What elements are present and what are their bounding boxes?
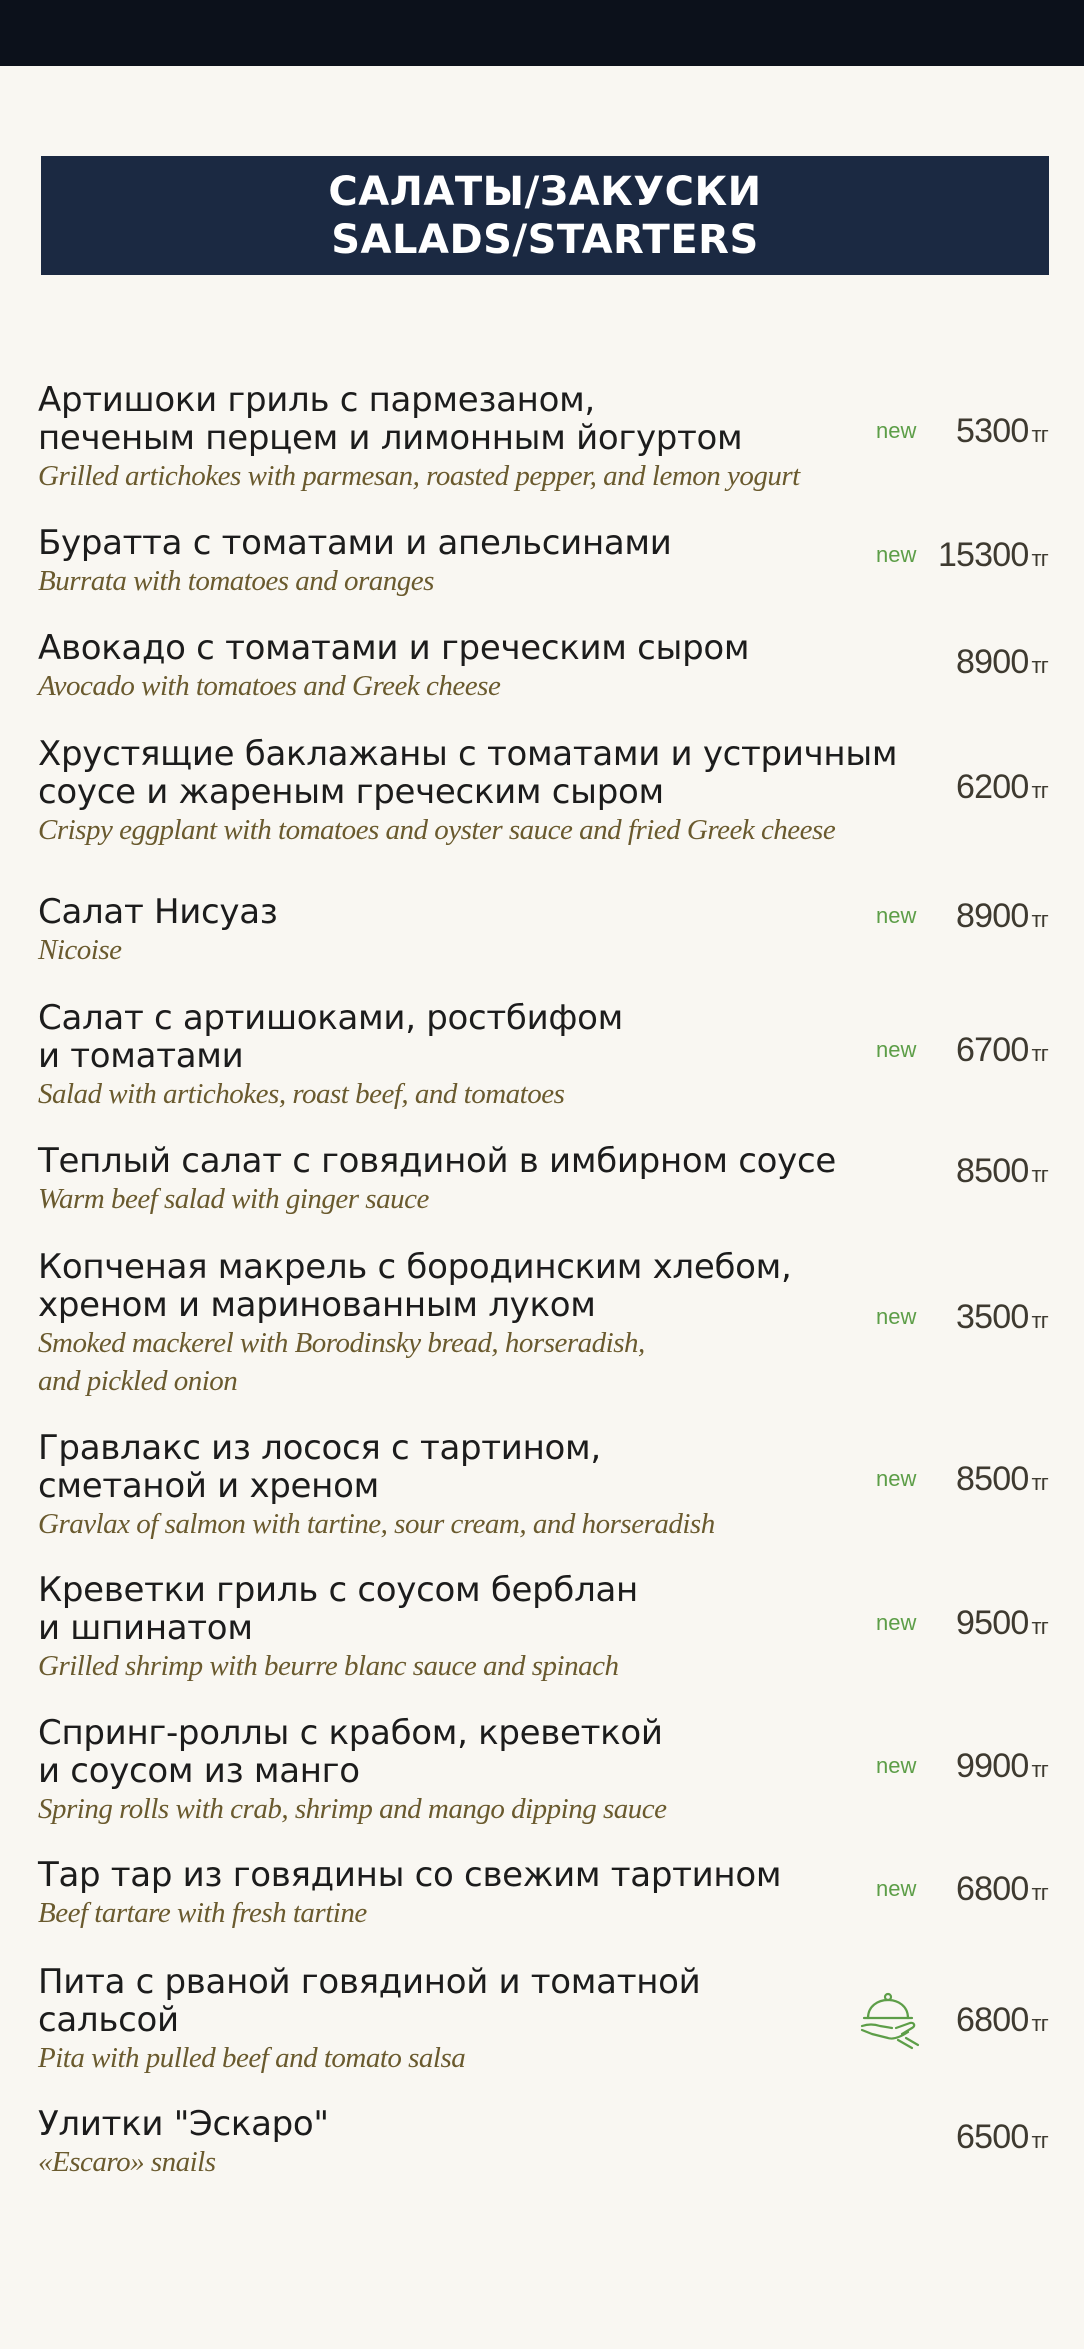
price [956, 643, 1048, 682]
menu-item [38, 629, 1050, 705]
dish-name-en: Gravlax of salmon with tartine, sour cream, and horseradish [38, 1508, 715, 1540]
price-value: 9500 [956, 1604, 1029, 1642]
price-value: 6500 [956, 2118, 1029, 2156]
currency-label: тг [1031, 653, 1048, 678]
price-value: 6800 [956, 2001, 1029, 2039]
new-badge: new [876, 542, 917, 567]
dish-name-ru-line2: и шпинатом [38, 1608, 253, 1648]
currency-label: тг [1031, 2011, 1048, 2036]
price-value: 6800 [956, 1870, 1029, 1908]
dish-name-en: Avocado with tomatoes and Greek cheese [38, 670, 501, 702]
price [956, 1460, 1048, 1499]
dish-name-ru: Хрустящие баклажаны с томатами и устричным [38, 734, 898, 774]
new-badge: new [876, 1610, 917, 1635]
price [956, 1870, 1048, 1909]
price [956, 1747, 1048, 1786]
dish-name-en: Grilled shrimp with beurre blanc sauce and spinach [38, 1650, 619, 1682]
dish-name-ru: Тар тар из говядины со свежим тартином [38, 1855, 782, 1895]
currency-label: тг [1031, 1041, 1048, 1066]
price-value: 3500 [956, 1298, 1029, 1336]
dish-name-ru: Теплый салат с говядиной в имбирном соусе [38, 1141, 836, 1181]
dish-name-ru: Гравлакс из лосося с тартином, [38, 1428, 601, 1468]
price-value: 6700 [956, 1031, 1029, 1069]
currency-label: тг [1031, 422, 1048, 447]
dish-name-en: Burrata with tomatoes and oranges [38, 565, 434, 597]
dish-name-ru: Улитки "Эскаро" [38, 2104, 329, 2144]
top-status-bar [0, 0, 1084, 66]
price-value: 8900 [956, 897, 1029, 935]
dish-name-ru-line2: хреном и маринованным луком [38, 1285, 596, 1325]
menu-item [38, 735, 1050, 849]
price [956, 2118, 1048, 2157]
currency-label: тг [1031, 1880, 1048, 1905]
price [956, 768, 1048, 807]
price [956, 412, 1048, 451]
dish-name-ru: Авокадо с томатами и греческим сыром [38, 628, 750, 668]
price [956, 1152, 1048, 1191]
menu-item [38, 2105, 1050, 2181]
menu-item [38, 1142, 1050, 1218]
new-badge: new [876, 1876, 917, 1901]
currency-label: тг [1031, 1614, 1048, 1639]
new-badge: new [876, 903, 917, 928]
dish-name-ru: Креветки гриль с соусом берблан [38, 1570, 638, 1610]
dish-name-ru: Артишоки гриль с пармезаном, [38, 380, 595, 420]
dish-name-ru: Буратта с томатами и апельсинами [38, 523, 672, 563]
dish-name-ru-line2: и томатами [38, 1036, 244, 1076]
new-badge: new [876, 418, 917, 443]
dish-name-ru: Пита с рваной говядиной и томатной [38, 1962, 701, 2002]
dish-name-ru: Спринг-роллы с крабом, креветкой [38, 1713, 663, 1753]
price-value: 8500 [956, 1152, 1029, 1190]
dish-name-en: Pita with pulled beef and tomato salsa [38, 2042, 466, 2074]
new-badge: new [876, 1753, 917, 1778]
dish-name-ru-line2: и соусом из манго [38, 1751, 360, 1791]
dish-name-en: Warm beef salad with ginger sauce [38, 1183, 429, 1215]
currency-label: тг [1031, 1470, 1048, 1495]
price-value: 15300 [937, 536, 1029, 574]
new-badge: new [876, 1304, 917, 1329]
new-badge: new [876, 1466, 917, 1491]
price [956, 1031, 1048, 1070]
dish-name-en-line2: and pickled onion [38, 1365, 238, 1397]
dish-name-ru-line2: сметаной и хреном [38, 1466, 379, 1506]
dish-name-en: Smoked mackerel with Borodinsky bread, horseradish, [38, 1327, 645, 1359]
price-value: 6200 [956, 768, 1029, 806]
price-value: 9900 [956, 1747, 1029, 1785]
dish-name-ru-line2: печеным перцем и лимонным йогуртом [38, 418, 743, 458]
currency-label: тг [1031, 1308, 1048, 1333]
currency-label: тг [1031, 546, 1048, 571]
section-title-en: SALADS/STARTERS [331, 216, 759, 263]
section-title-ru: САЛАТЫ/ЗАКУСКИ [328, 168, 762, 215]
dish-name-ru-line2: сальсой [38, 2000, 179, 2040]
price [938, 536, 1048, 575]
dish-name-en: «Escaro» snails [38, 2146, 216, 2178]
currency-label: тг [1031, 778, 1048, 803]
new-badge: new [876, 1037, 917, 1062]
dish-name-en: Crispy eggplant with tomatoes and oyster sauce and fried Greek cheese [38, 814, 836, 846]
dish-name-ru: Салат с артишоками, ростбифом [38, 998, 623, 1038]
dish-name-en: Salad with artichokes, roast beef, and tomatoes [38, 1078, 565, 1110]
serving-cloche-icon [858, 1990, 922, 2050]
price-value: 8900 [956, 643, 1029, 681]
dish-name-en: Grilled artichokes with parmesan, roasted pepper, and lemon yogurt [38, 460, 800, 492]
price [956, 2001, 1048, 2040]
currency-label: тг [1031, 2128, 1048, 2153]
dish-name-ru: Копченая макрель с бородинским хлебом, [38, 1247, 792, 1287]
price-value: 5300 [956, 412, 1029, 450]
currency-label: тг [1031, 907, 1048, 932]
price-value: 8500 [956, 1460, 1029, 1498]
currency-label: тг [1031, 1162, 1048, 1187]
dish-name-en: Spring rolls with crab, shrimp and mango dipping sauce [38, 1793, 667, 1825]
dish-name-ru-line2: соусе и жареным греческим сыром [38, 772, 664, 812]
price [956, 1604, 1048, 1643]
section-header [41, 156, 1049, 275]
currency-label: тг [1031, 1757, 1048, 1782]
dish-name-ru: Салат Нисуаз [38, 892, 278, 932]
dish-name-en: Beef tartare with fresh tartine [38, 1897, 367, 1929]
price [956, 897, 1048, 936]
price [956, 1298, 1048, 1337]
dish-name-en: Nicoise [38, 934, 122, 966]
